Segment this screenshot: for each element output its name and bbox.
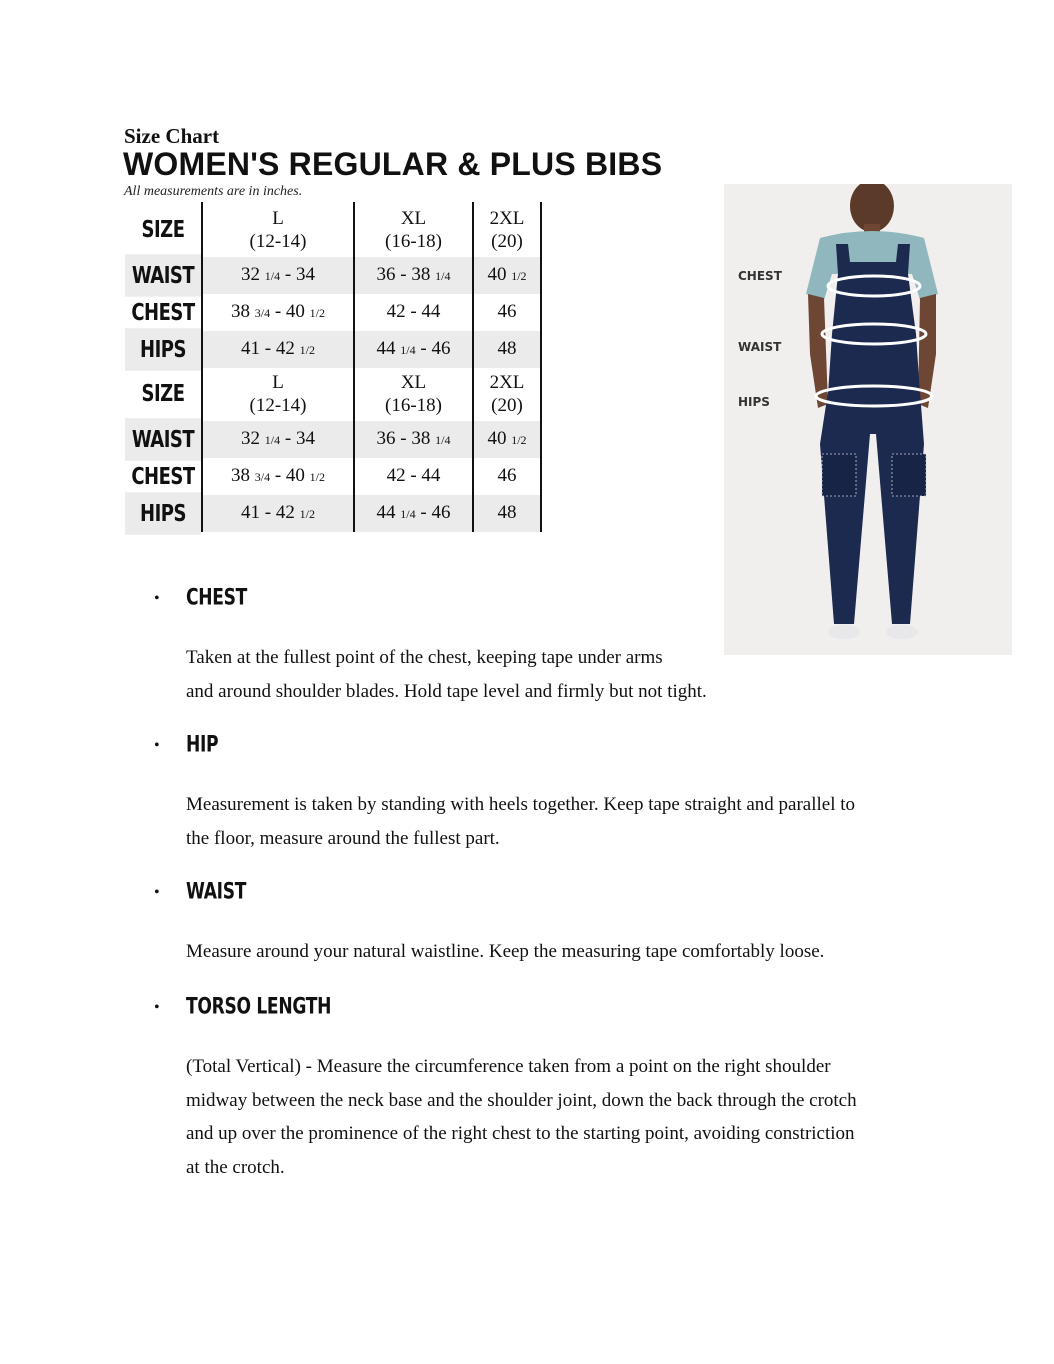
measurement-note: All measurements are in inches. [124,184,303,199]
table-cell: 46 [473,458,541,495]
size-name: L [272,207,284,229]
table-cell: 38 3/4 - 40 1/2 [202,458,354,495]
size-header-row [125,202,541,257]
model-photo [724,184,1012,655]
bullet-icon: • [154,590,160,607]
size-header-row [125,366,541,421]
table-cell: 46 [473,294,541,331]
waist-row [125,257,541,294]
size-col [473,366,541,421]
bullet-icon: • [154,884,160,901]
page-kicker: Size Chart [124,124,220,148]
row-label: CHEST [131,462,195,490]
table-cell: 32 1/4 - 34 [202,257,354,294]
size-label: SIZE [141,379,185,407]
shoe-left [828,625,860,639]
section-text-waist: Measure around your natural waistline. Keep the measuring tape comfortably loose. [186,941,825,962]
size-col [354,366,473,421]
overall-bib [828,244,920,394]
page-title: WOMEN'S REGULAR & PLUS BIBS [123,146,663,182]
photo-label-hips: HIPS [738,395,770,409]
table-cell: 48 [473,331,541,368]
table-cell: 44 1/4 - 46 [354,331,473,368]
photo-label-waist: WAIST [738,340,782,354]
size-range: (12-14) [249,394,307,416]
size-range: (16-18) [385,230,442,252]
section-text-chest: Taken at the fullest point of the chest, keeping tape under arms and around shoulder blades. Hold tape level and firmly but not tight. [186,647,707,702]
size-col [202,202,354,257]
size-name: 2XL [489,371,525,393]
table-cell: 42 - 44 [354,458,473,495]
section-heading-hip: HIP [186,732,219,758]
row-label: WAIST [125,254,202,297]
size-table [125,366,542,532]
table-cell: 36 - 38 1/4 [354,257,473,294]
bullet-icon: • [154,737,160,754]
size-name: 2XL [489,207,525,229]
row-label: WAIST [125,418,202,461]
table-cell: 44 1/4 - 46 [354,495,473,532]
size-label: SIZE [141,215,185,243]
row-label: CHEST [131,298,195,326]
bullet-icon: • [154,999,160,1016]
size-col [354,202,473,257]
chest-row [125,294,541,331]
section-heading-torso-length: TORSO LENGTH [186,994,332,1020]
waist-row [125,421,541,458]
row-label: HIPS [125,492,202,535]
size-col [202,366,354,421]
photo-label-chest: CHEST [738,269,782,283]
knee-patch-right [892,454,926,496]
row-label: HIPS [125,328,202,371]
size-range: (20) [491,230,523,252]
knee-patch-left [822,454,856,496]
size-range: (16-18) [385,394,442,416]
size-table [125,202,542,368]
hips-row [125,495,541,532]
table-cell: 36 - 38 1/4 [354,421,473,458]
section-heading-chest: CHEST [186,585,248,611]
size-name: L [272,371,284,393]
size-col [473,202,541,257]
table-cell: 38 3/4 - 40 1/2 [202,294,354,331]
size-range: (20) [491,394,523,416]
table-cell: 48 [473,495,541,532]
table-cell: 32 1/4 - 34 [202,421,354,458]
table-cell: 40 1/2 [473,421,541,458]
table-cell: 41 - 42 1/2 [202,331,354,368]
size-range: (12-14) [249,230,307,252]
size-name: XL [400,207,427,229]
table-cell: 40 1/2 [473,257,541,294]
section-text-hip: Measurement is taken by standing with heels together. Keep tape straight and parallel to the floor, measure around the fullest part. [186,794,856,849]
shoe-right [886,625,918,639]
size-name: XL [400,371,427,393]
table-cell: 42 - 44 [354,294,473,331]
chest-row [125,458,541,495]
section-text-torso-length: (Total Vertical) - Measure the circumference taken from a point on the right shoulder midway between the neck base and the shoulder joint, down the back through the crotch and up over the prominence of the right chest to the starting point, avoiding constriction at the crotch. [186,1056,857,1178]
table-cell: 41 - 42 1/2 [202,495,354,532]
section-heading-waist: WAIST [186,879,247,905]
